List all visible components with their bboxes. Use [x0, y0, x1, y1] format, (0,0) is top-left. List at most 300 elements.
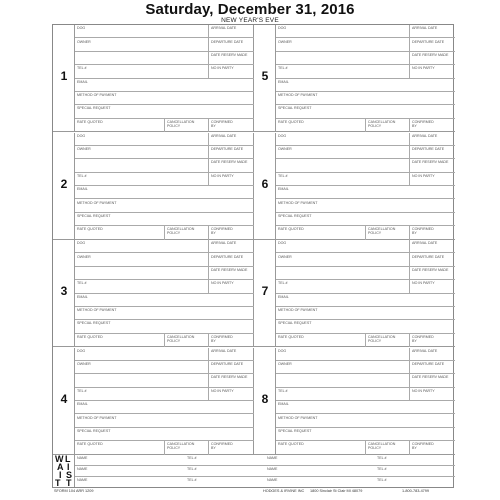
block-number: 4	[60, 391, 68, 406]
arrival-date-field[interactable]	[208, 240, 254, 252]
field-label: OWNER	[278, 362, 292, 367]
reservation-row	[75, 186, 254, 199]
wait-tel-field[interactable]: TEL #	[187, 467, 197, 472]
reservation-row	[75, 105, 254, 118]
field-label: METHOD OF PAYMENT	[77, 93, 117, 98]
field-label: EMAIL	[278, 187, 289, 192]
block-number: 5	[261, 69, 269, 83]
block-number-column	[254, 240, 276, 346]
company-name: HODGES & IRVINE INC	[263, 489, 305, 493]
reservation-row	[276, 79, 455, 92]
field-label: RATE QUOTED	[77, 227, 103, 232]
reservation-row	[75, 253, 254, 266]
reservation-row	[75, 334, 254, 347]
arrival-date-field[interactable]	[208, 25, 254, 37]
field-label: ARRIVAL DATE	[211, 133, 237, 138]
method-of-payment-field[interactable]	[276, 307, 455, 319]
field-label: TEL #	[77, 173, 87, 178]
rate-quoted-field[interactable]	[276, 334, 365, 347]
wait-name-field[interactable]: NAME	[77, 467, 88, 472]
field-label: CANCELLATION	[167, 334, 195, 339]
departure-date-field[interactable]	[208, 253, 254, 265]
field-label: ARRIVAL DATE	[412, 133, 438, 138]
owner-field-blank[interactable]	[276, 159, 409, 171]
reservation-row	[75, 92, 254, 105]
confirmed-by-field[interactable]	[409, 441, 455, 454]
no-in-party-field[interactable]	[208, 280, 254, 292]
field-label: NO IN PARTY	[412, 281, 435, 286]
field-label: BY	[211, 231, 216, 236]
field-label: NO IN PARTY	[412, 388, 435, 393]
rate-quoted-field[interactable]	[75, 334, 164, 347]
owner-field-blank[interactable]	[276, 267, 409, 279]
cancellation-policy-field[interactable]	[365, 334, 409, 347]
wait-tel-field[interactable]: TEL #	[377, 478, 387, 483]
tel-field[interactable]	[276, 65, 409, 77]
date-reserv-made-field[interactable]	[409, 374, 455, 386]
reservation-row	[276, 213, 455, 226]
field-label: DATE RESERV MADE	[412, 160, 449, 165]
field-label: CANCELLATION	[368, 334, 396, 339]
date-reserv-made-field[interactable]	[208, 52, 254, 64]
field-label: CANCELLATION	[167, 119, 195, 124]
reservation-row	[276, 52, 455, 65]
tel-field[interactable]	[75, 280, 208, 292]
owner-field[interactable]	[276, 146, 409, 158]
wait-letter: T	[55, 478, 61, 488]
block-number: 1	[60, 69, 68, 83]
field-label: POLICY	[368, 231, 382, 236]
reservation-block-8	[254, 348, 455, 455]
method-of-payment-field[interactable]	[75, 307, 254, 319]
block-number-column	[53, 25, 75, 131]
date-reserv-made-field[interactable]	[409, 52, 455, 64]
arrival-date-field[interactable]	[208, 348, 254, 360]
reservation-row	[75, 38, 254, 51]
field-label: SPECIAL REQUEST	[278, 321, 312, 326]
field-label: BY	[412, 338, 417, 343]
field-label: DEPARTURE DATE	[211, 254, 244, 259]
reservation-row	[276, 105, 455, 118]
field-label: OWNER	[278, 39, 292, 44]
reservation-row	[276, 119, 455, 132]
field-label: EMAIL	[77, 187, 88, 192]
dog-field[interactable]	[75, 240, 208, 252]
field-label: NO IN PARTY	[211, 66, 234, 71]
field-label: METHOD OF PAYMENT	[77, 200, 117, 205]
field-label: DOG	[77, 348, 86, 353]
reservation-row	[75, 199, 254, 212]
no-in-party-field[interactable]	[409, 65, 455, 77]
email-field[interactable]	[276, 294, 455, 306]
dog-field[interactable]	[276, 240, 409, 252]
wait-name-field[interactable]: NAME	[267, 467, 278, 472]
wait-name-field[interactable]: NAME	[77, 456, 88, 461]
field-label: CONFIRMED	[211, 119, 233, 124]
reservation-row	[276, 146, 455, 159]
dog-field[interactable]	[276, 133, 409, 145]
form-code: SFORM 104 ARR 1209	[54, 489, 94, 493]
wait-list-row	[75, 466, 455, 477]
field-label: NO IN PARTY	[412, 66, 435, 71]
date-reserv-made-field[interactable]	[208, 159, 254, 171]
wait-name-field[interactable]: NAME	[267, 456, 278, 461]
reservation-row	[276, 361, 455, 374]
wait-name-field[interactable]: NAME	[267, 478, 278, 483]
rate-quoted-field[interactable]	[276, 226, 365, 239]
no-in-party-field[interactable]	[208, 65, 254, 77]
reservation-row	[276, 294, 455, 307]
field-label: OWNER	[77, 147, 91, 152]
cancellation-policy-field[interactable]	[164, 119, 208, 132]
holiday-label: NEW YEAR'S EVE	[221, 17, 279, 24]
date-title: Saturday, December 31, 2016	[145, 1, 355, 18]
arrival-date-field[interactable]	[208, 133, 254, 145]
dog-field[interactable]	[75, 348, 208, 360]
no-in-party-field[interactable]	[208, 173, 254, 185]
reservation-row	[75, 133, 254, 146]
field-label: ARRIVAL DATE	[412, 241, 438, 246]
field-label: EMAIL	[278, 402, 289, 407]
date-reserv-made-field[interactable]	[409, 267, 455, 279]
reservation-row	[276, 38, 455, 51]
reservation-row	[75, 428, 254, 441]
block-number: 8	[261, 391, 269, 406]
owner-field[interactable]	[276, 253, 409, 265]
field-label: DATE RESERV MADE	[412, 52, 449, 57]
arrival-date-field[interactable]	[409, 25, 455, 37]
rate-quoted-field[interactable]	[75, 226, 164, 239]
email-field[interactable]	[75, 401, 254, 413]
field-label: CONFIRMED	[412, 119, 434, 124]
field-label: RATE QUOTED	[77, 334, 103, 339]
no-in-party-field[interactable]	[208, 388, 254, 400]
field-label: BY	[211, 338, 216, 343]
owner-field-blank[interactable]	[276, 374, 409, 386]
field-label: BY	[211, 123, 216, 128]
field-label: TEL #	[278, 281, 288, 286]
field-label: BY	[412, 123, 417, 128]
company-phone: 1-800-783-4799	[402, 489, 430, 493]
email-field[interactable]	[276, 401, 455, 413]
field-label: CONFIRMED	[211, 334, 233, 339]
reservation-row	[276, 401, 455, 414]
cancellation-policy-field[interactable]	[164, 441, 208, 454]
date-reserv-made-field[interactable]	[208, 374, 254, 386]
confirmed-by-field[interactable]	[208, 334, 254, 347]
block-number-column	[53, 133, 75, 239]
departure-date-field[interactable]	[409, 253, 455, 265]
method-of-payment-field[interactable]	[75, 414, 254, 426]
wait-list-letters	[53, 455, 75, 487]
cancellation-policy-field[interactable]	[164, 226, 208, 239]
reservation-row	[276, 334, 455, 347]
dog-field[interactable]	[75, 25, 208, 37]
rate-quoted-field[interactable]	[276, 441, 365, 454]
owner-field-blank[interactable]	[75, 374, 208, 386]
tel-field[interactable]	[276, 280, 409, 292]
field-label: DATE RESERV MADE	[412, 267, 449, 272]
special-request-field[interactable]	[276, 105, 455, 117]
wait-name-field[interactable]: NAME	[77, 478, 88, 483]
reservation-row	[75, 294, 254, 307]
tel-field[interactable]	[276, 173, 409, 185]
owner-field[interactable]	[75, 38, 208, 50]
reservation-block-6	[254, 133, 455, 240]
method-of-payment-field[interactable]	[276, 199, 455, 211]
list-letter: S	[66, 470, 73, 480]
field-label: TEL #	[77, 281, 87, 286]
reservation-row	[75, 213, 254, 226]
arrival-date-field[interactable]	[409, 240, 455, 252]
reservation-row	[276, 199, 455, 212]
email-field[interactable]	[75, 79, 254, 91]
field-label: CANCELLATION	[368, 227, 396, 232]
reservation-row	[276, 133, 455, 146]
field-label: ARRIVAL DATE	[412, 348, 438, 353]
email-field[interactable]	[75, 186, 254, 198]
wait-tel-field[interactable]: TEL #	[187, 456, 197, 461]
departure-date-field[interactable]	[208, 146, 254, 158]
reservation-sheet	[52, 24, 454, 455]
reservation-row	[75, 280, 254, 293]
confirmed-by-field[interactable]	[409, 334, 455, 347]
reservation-row	[276, 253, 455, 266]
field-label: DOG	[278, 241, 287, 246]
field-label: OWNER	[77, 362, 91, 367]
cancellation-policy-field[interactable]	[164, 334, 208, 347]
rate-quoted-field[interactable]	[276, 119, 365, 132]
field-label: DOG	[77, 26, 86, 31]
dog-field[interactable]	[276, 25, 409, 37]
confirmed-by-field[interactable]	[409, 119, 455, 132]
wait-list	[52, 455, 454, 488]
date-reserv-made-field[interactable]	[208, 267, 254, 279]
arrival-date-field[interactable]	[409, 348, 455, 360]
field-label: TEL #	[278, 66, 288, 71]
field-label: EMAIL	[77, 402, 88, 407]
field-label: RATE QUOTED	[278, 442, 304, 447]
field-label: CANCELLATION	[167, 227, 195, 232]
reservation-row	[276, 388, 455, 401]
owner-field-blank[interactable]	[75, 52, 208, 64]
reservation-row	[276, 65, 455, 78]
owner-field[interactable]	[75, 146, 208, 158]
block-number-column	[254, 133, 276, 239]
reservation-row	[75, 173, 254, 186]
confirmed-by-field[interactable]	[208, 119, 254, 132]
special-request-field[interactable]	[276, 428, 455, 440]
field-label: METHOD OF PAYMENT	[278, 93, 318, 98]
field-label: DEPARTURE DATE	[412, 147, 445, 152]
field-label: NO IN PARTY	[211, 173, 234, 178]
owner-field-blank[interactable]	[75, 267, 208, 279]
reservation-row	[276, 441, 455, 454]
rate-quoted-field[interactable]	[75, 441, 164, 454]
reservation-row	[276, 159, 455, 172]
confirmed-by-field[interactable]	[208, 226, 254, 239]
field-label: TEL #	[77, 66, 87, 71]
field-label: DATE RESERV MADE	[412, 375, 449, 380]
wait-tel-field[interactable]: TEL #	[377, 467, 387, 472]
field-label: DEPARTURE DATE	[211, 362, 244, 367]
wait-letter: W	[55, 454, 64, 464]
reservation-row	[75, 25, 254, 38]
field-label: EMAIL	[278, 79, 289, 84]
field-label: NO IN PARTY	[412, 173, 435, 178]
email-field[interactable]	[276, 186, 455, 198]
field-label: RATE QUOTED	[77, 119, 103, 124]
dog-field[interactable]	[75, 133, 208, 145]
method-of-payment-field[interactable]	[75, 92, 254, 104]
reservation-row	[276, 320, 455, 333]
reservation-row	[75, 226, 254, 239]
no-in-party-field[interactable]	[409, 173, 455, 185]
block-number: 7	[261, 284, 269, 298]
method-of-payment-field[interactable]	[276, 92, 455, 104]
cancellation-policy-field[interactable]	[365, 226, 409, 239]
field-label: METHOD OF PAYMENT	[278, 200, 318, 205]
reservation-block-7	[254, 240, 455, 347]
block-number: 2	[60, 176, 68, 191]
departure-date-field[interactable]	[409, 361, 455, 373]
wait-letter: A	[57, 462, 64, 472]
reservation-row	[75, 65, 254, 78]
field-label: TEL #	[77, 388, 87, 393]
field-label: DOG	[77, 133, 86, 138]
wait-letter: I	[59, 470, 62, 480]
field-label: POLICY	[368, 446, 382, 451]
reservation-block-3	[53, 240, 254, 347]
departure-date-field[interactable]	[409, 38, 455, 50]
field-label: ARRIVAL DATE	[211, 241, 237, 246]
field-label: OWNER	[278, 254, 292, 259]
field-label: TEL #	[278, 173, 288, 178]
field-label: EMAIL	[278, 294, 289, 299]
rate-quoted-field[interactable]	[75, 119, 164, 132]
field-label: RATE QUOTED	[77, 442, 103, 447]
tel-field[interactable]	[75, 173, 208, 185]
field-label: METHOD OF PAYMENT	[77, 415, 117, 420]
field-label: CONFIRMED	[211, 227, 233, 232]
field-label: DEPARTURE DATE	[211, 39, 244, 44]
field-label: DATE RESERV MADE	[211, 267, 248, 272]
departure-date-field[interactable]	[409, 146, 455, 158]
reservation-row	[276, 280, 455, 293]
departure-date-field[interactable]	[208, 38, 254, 50]
field-label: EMAIL	[77, 294, 88, 299]
reservation-row	[75, 361, 254, 374]
reservation-row	[75, 441, 254, 454]
reservation-row	[276, 428, 455, 441]
field-label: BY	[412, 231, 417, 236]
field-label: RATE QUOTED	[278, 227, 304, 232]
reservation-row	[75, 240, 254, 253]
field-label: NO IN PARTY	[211, 281, 234, 286]
confirmed-by-field[interactable]	[409, 226, 455, 239]
reservation-block-4	[53, 348, 254, 455]
method-of-payment-field[interactable]	[75, 199, 254, 211]
departure-date-field[interactable]	[208, 361, 254, 373]
wait-tel-field[interactable]: TEL #	[187, 478, 197, 483]
reservation-row	[75, 146, 254, 159]
date-reserv-made-field[interactable]	[409, 159, 455, 171]
email-field[interactable]	[276, 79, 455, 91]
field-label: RATE QUOTED	[278, 334, 304, 339]
field-label: OWNER	[77, 39, 91, 44]
reservation-row	[276, 414, 455, 427]
owner-field[interactable]	[75, 361, 208, 373]
field-label: POLICY	[368, 123, 382, 128]
field-label: SPECIAL REQUEST	[77, 321, 111, 326]
owner-field[interactable]	[75, 253, 208, 265]
special-request-field[interactable]	[276, 213, 455, 225]
special-request-field[interactable]	[75, 428, 254, 440]
field-label: SPECIAL REQUEST	[278, 213, 312, 218]
field-label: SPECIAL REQUEST	[77, 428, 111, 433]
special-request-field[interactable]	[75, 320, 254, 332]
cancellation-policy-field[interactable]	[365, 119, 409, 132]
tel-field[interactable]	[75, 388, 208, 400]
field-label: EMAIL	[77, 79, 88, 84]
tel-field[interactable]	[75, 65, 208, 77]
field-label: METHOD OF PAYMENT	[77, 308, 117, 313]
special-request-field[interactable]	[75, 213, 254, 225]
reservation-row	[75, 307, 254, 320]
arrival-date-field[interactable]	[409, 133, 455, 145]
owner-field-blank[interactable]	[276, 52, 409, 64]
email-field[interactable]	[75, 294, 254, 306]
owner-field-blank[interactable]	[75, 159, 208, 171]
field-label: POLICY	[167, 338, 181, 343]
reservation-block-1	[53, 25, 254, 132]
reservation-block-2	[53, 133, 254, 240]
owner-field[interactable]	[276, 361, 409, 373]
reservation-row	[276, 186, 455, 199]
company-address: 1800 Sinclair St Clair MI 48079	[310, 489, 363, 493]
field-label: ARRIVAL DATE	[412, 26, 438, 31]
owner-field[interactable]	[276, 38, 409, 50]
wait-tel-field[interactable]: TEL #	[377, 456, 387, 461]
field-label: POLICY	[368, 338, 382, 343]
list-letter: L	[65, 454, 71, 464]
field-label: DOG	[278, 133, 287, 138]
field-label: CONFIRMED	[412, 334, 434, 339]
block-number-column	[254, 348, 276, 454]
method-of-payment-field[interactable]	[276, 414, 455, 426]
special-request-field[interactable]	[276, 320, 455, 332]
dog-field[interactable]	[276, 348, 409, 360]
reservation-row	[276, 374, 455, 387]
no-in-party-field[interactable]	[409, 388, 455, 400]
field-label: DEPARTURE DATE	[211, 147, 244, 152]
field-label: CANCELLATION	[368, 119, 396, 124]
field-label: SPECIAL REQUEST	[77, 106, 111, 111]
tel-field[interactable]	[276, 388, 409, 400]
no-in-party-field[interactable]	[409, 280, 455, 292]
field-label: NO IN PARTY	[211, 388, 234, 393]
reservation-row	[75, 414, 254, 427]
field-label: CANCELLATION	[167, 442, 195, 447]
confirmed-by-field[interactable]	[208, 441, 254, 454]
field-label: DOG	[278, 348, 287, 353]
cancellation-policy-field[interactable]	[365, 441, 409, 454]
reservation-row	[276, 173, 455, 186]
special-request-field[interactable]	[75, 105, 254, 117]
field-label: RATE QUOTED	[278, 119, 304, 124]
block-number: 3	[60, 284, 68, 298]
field-label: DATE RESERV MADE	[211, 160, 248, 165]
